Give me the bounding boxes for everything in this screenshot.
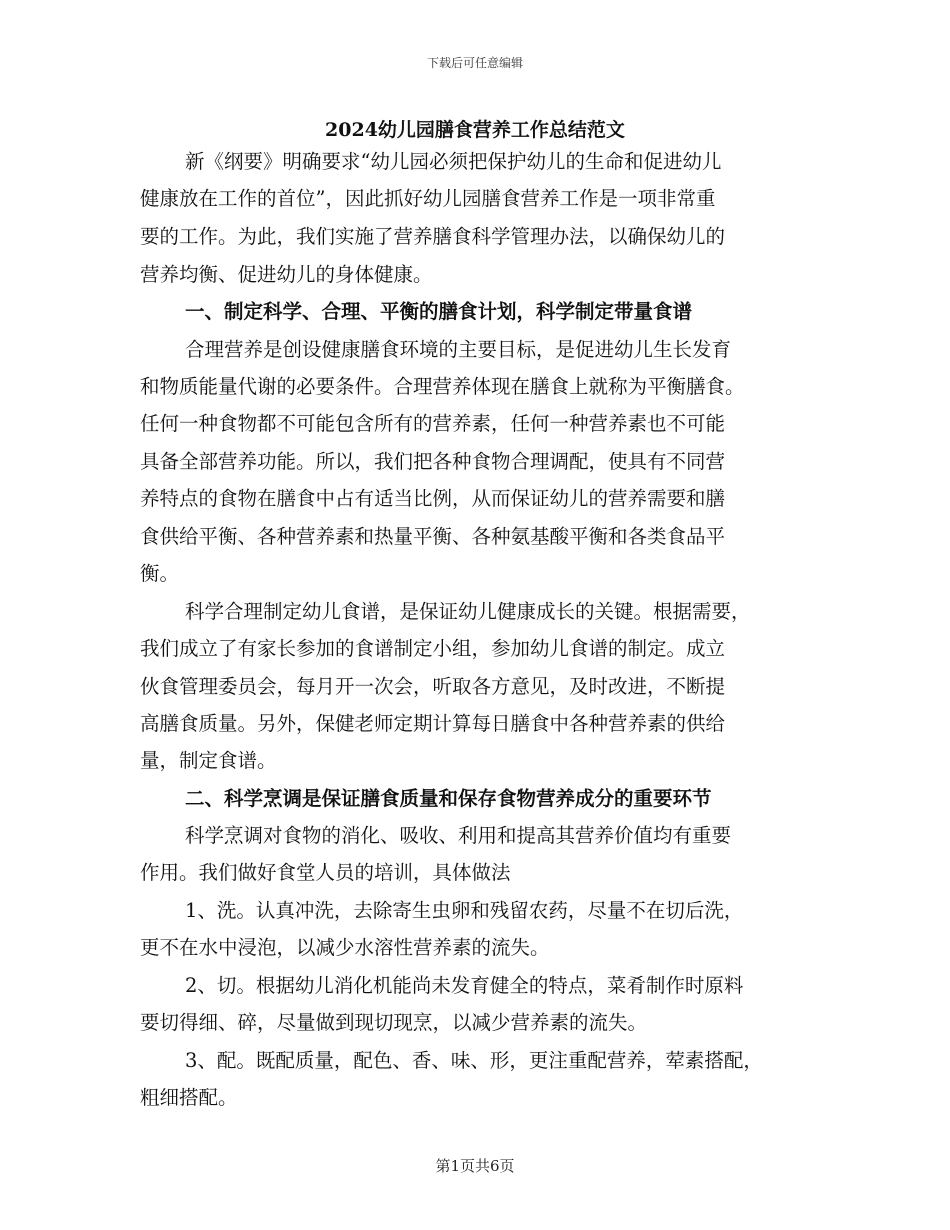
paragraph-line: 和物质能量代谢的必要条件。合理营养体现在膳食上就称为平衡膳食。 [140, 375, 745, 398]
paragraph-line: 合理营养是创设健康膳食环境的主要目标，是促进幼儿生长发育 [185, 338, 732, 361]
paragraph-line: 科学合理制定幼儿食谱，是保证幼儿健康成长的关键。根据需要， [185, 600, 751, 623]
paragraph-line: 任何一种食物都不可能包含所有的营养素，任何一种营养素也不可能 [140, 412, 726, 435]
section-heading: 一、制定科学、合理、平衡的膳食计划，科学制定带量食谱 [185, 300, 693, 323]
paragraph-line: 要的工作。为此，我们实施了营养膳食科学管理办法，以确保幼儿的 [140, 225, 726, 248]
page-number: 第1页共6页 [435, 1157, 515, 1175]
paragraph-line: 3、配。既配质量，配色、香、味、形，更注重配营养，荤素搭配， [185, 1049, 763, 1072]
paragraph-line: 1、洗。认真冲洗，去除寄生虫卵和残留农药，尽量不在切后洗， [185, 899, 744, 922]
paragraph-line: 具备全部营养功能。所以，我们把各种食物合理调配，使具有不同营 [140, 450, 726, 473]
paragraph-line: 食供给平衡、各种营养素和热量平衡、各种氨基酸平衡和各类食品平 [140, 525, 726, 548]
section-heading: 二、科学烹调是保证膳食质量和保存食物营养成分的重要环节 [185, 787, 712, 810]
paragraph-line: 新《纲要》明确要求“幼儿园必须把保护幼儿的生命和促进幼儿 [185, 150, 722, 173]
paragraph-line: 更不在水中浸泡，以减少水溶性营养素的流失。 [140, 936, 550, 959]
paragraph-line: 作用。我们做好食堂人员的培训，具体做法 [140, 861, 511, 884]
paragraph-line: 健康放在工作的首位”，因此抓好幼儿园膳食营养工作是一项非常重 [140, 187, 716, 210]
paragraph-line: 我们成立了有家长参加的食谱制定小组，参加幼儿食谱的制定。成立 [140, 637, 726, 660]
paragraph-line: 营养均衡、促进幼儿的身体健康。 [140, 263, 433, 286]
paragraph-line: 伙食管理委员会，每月开一次会，听取各方意见，及时改进，不断提 [140, 675, 726, 698]
paragraph-line: 量，制定食谱。 [140, 749, 277, 772]
paragraph-line: 粗细搭配。 [140, 1086, 238, 1109]
document-title: 2024幼儿园膳食营养工作总结范文 [325, 119, 625, 141]
header-note: 下载后可任意编辑 [426, 56, 523, 70]
paragraph-line: 要切得细、碎，尽量做到现切现烹，以减少营养素的流失。 [140, 1011, 648, 1034]
paragraph-line: 高膳食质量。另外，保健老师定期计算每日膳食中各种营养素的供给 [140, 712, 726, 735]
paragraph-line: 养特点的食物在膳食中占有适当比例，从而保证幼儿的营养需要和膳 [140, 487, 726, 510]
paragraph-line: 科学烹调对食物的消化、吸收、利用和提高其营养价值均有重要 [185, 824, 732, 847]
paragraph-line: 衡。 [140, 562, 180, 585]
paragraph-line: 2、切。根据幼儿消化机能尚未发育健全的特点，菜肴制作时原料 [185, 974, 744, 997]
